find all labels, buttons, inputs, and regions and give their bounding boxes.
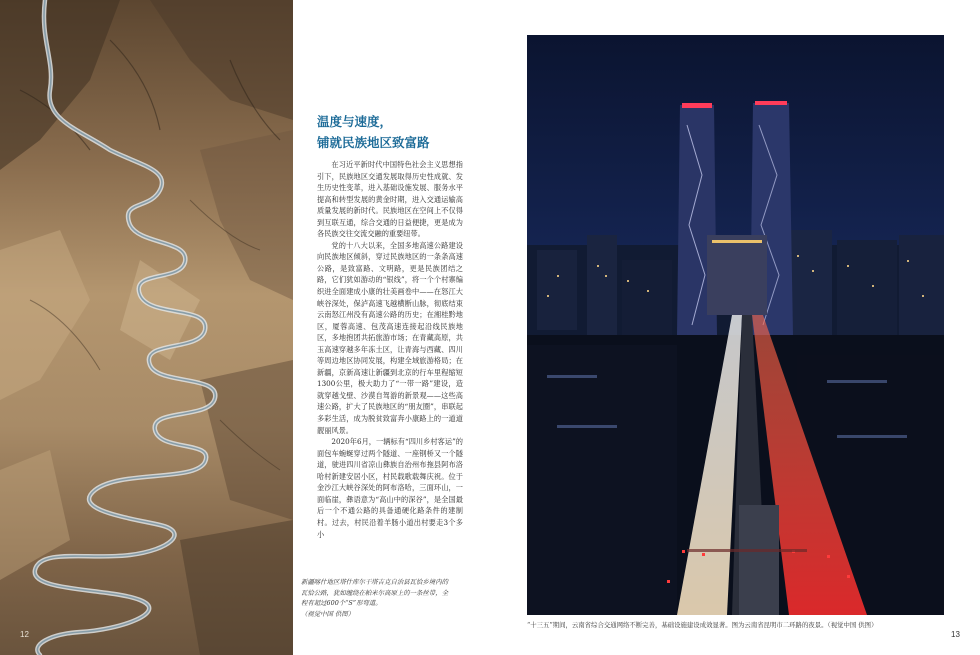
page-number-right: 13 [951, 630, 960, 639]
left-photo-caption-text: 新疆喀什地区塔什库尔干塔吉克自治县瓦恰乡境内的瓦恰公路，犹如缠绕在帕米尔高原上的一条丝带，全程有超过600个“S”形弯道。 [301, 578, 448, 608]
left-photo-credit: （视觉中国 供图） [301, 609, 355, 618]
article-paragraph: 在习近平新时代中国特色社会主义思想指引下，民族地区交通发展取得历史性成就、发生历史性变革，进入基础设施发展、服务水平提高和转型发展的黄金时期，进入交通运输高质量发展的新时代。民族地区在空间上不仅得到互联互通，综合交通的日益便捷，更是成为各民族交往交流交融的重要纽带。 [317, 160, 463, 239]
page-number-left: 12 [20, 630, 29, 639]
mountain-terrain-illustration [0, 0, 293, 655]
aerial-mountain-road-photo [0, 0, 293, 655]
article-title-line-1: 温度与速度， [317, 114, 393, 129]
night-city-illustration [527, 35, 944, 615]
left-photo-caption [301, 577, 451, 619]
article-paragraph: 2020年6月，一辆标有“四川乡村客运”的面包车蜿蜒穿过两个隧道、一座钢桥又一个隧道，驶进四川省凉山彝族自治州布拖县阿布洛哈村新建安居小区，村民载歌载舞庆祝。位于金沙江大峡谷深处的阿布洛哈，三面环山，一面临崖，彝语意为“高山中的深谷”，是全国最后一个不通公路的具备通硬化路条件的建制村。过去，村民沿着羊肠小道出村要走3个多小 [317, 437, 463, 539]
article-paragraph: 党的十八大以来，全国多地高速公路建设向民族地区倾斜，穿过民族地区的一条条高速公路，是致富路、文明路，更是民族团结之路，它们犹如游动的“银线”，将一个个村寨编织进全面建成小康的壮美画卷中——在怒江大峡谷深处，保泸高速飞越横断山脉，彻底结束云南怒江州没有高速公路的历史；在湘桂黔地区，厦蓉高速、包茂高速连接起沿线民族地区，多地抱团共拓旅游市场；在青藏高原，共玉高速穿越多年冻土区，让青海与西藏、四川等周边地区协同发展，构建全域旅游格局；在新疆，京新高速让新疆到北京的行车里程缩短1300公里，极大助力了“一带一路”建设，造就穿越戈壁、沙漠自驾游的新景观——这些高速公路，扩大了民族地区的“朋友圈”，串联起多彩生活，成为脱贫致富奔小康路上的一道道靓丽风景。 [317, 240, 463, 435]
right-photo-caption: “十三五”期间，云南省综合交通网络不断完善，基础设施建设成效显著。图为云南省昆明市二环路的夜景。（视觉中国 供图） [527, 621, 878, 629]
article-title-line-2: 铺就民族地区致富路 [317, 135, 430, 150]
city-night-highway-photo [527, 35, 944, 615]
article-title [317, 111, 507, 153]
article-body [317, 159, 463, 540]
